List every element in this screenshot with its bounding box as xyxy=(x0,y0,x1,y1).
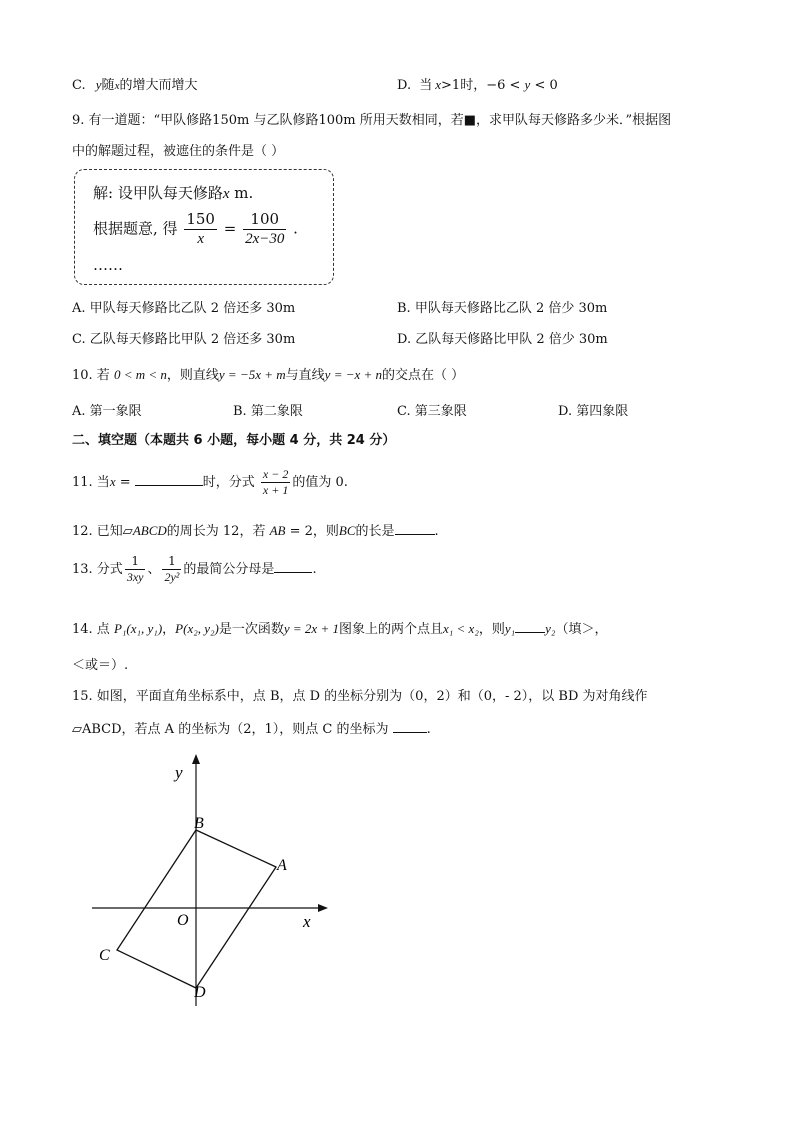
q15-stem-line1: 15. 如图，平面直角坐标系中，点 B，点 D 的坐标分别为（0，2）和（0，- 2），以 BD 为对角线作 xyxy=(72,689,648,704)
q9-stem-line2: 中的解题过程，被遮住的条件是（ ） xyxy=(72,144,285,159)
q10-stem: 10. 若 0 < m < n，则直线y = −5x + m与直线y = −x + n的交点在（ ） xyxy=(72,367,465,383)
q10-option-b: B. 第二象限 xyxy=(233,404,303,419)
q9-option-a: A. 甲队每天修路比乙队 2 倍还多 30m xyxy=(72,301,296,316)
label-d: D xyxy=(194,984,206,1001)
q8-option-c: C. y随x的增大而增大 xyxy=(72,77,198,93)
q15-answer-blank[interactable] xyxy=(393,720,427,733)
q9-option-b: B. 甲队每天修路比乙队 2 倍少 30m xyxy=(397,301,608,316)
q13-stem: 13. 分式 $\frac{1}{3xy}$ 、 $\frac{1}{\text{2y²}}$ 的最简公分母是 . xyxy=(72,554,317,584)
q9-option-d: D. 乙队每天修路比甲队 2 倍少 30m xyxy=(397,332,608,347)
q14-stem-line2: ＜或＝）. xyxy=(72,658,129,673)
section-title-fill-in: 二、填空题（本题共 6 小题，每小题 4 分，共 24 分） xyxy=(72,433,396,448)
box-line-3: …… xyxy=(93,256,123,274)
q12-answer-blank[interactable] xyxy=(395,522,435,535)
q10-option-a: A. 第一象限 xyxy=(72,404,142,419)
x-axis-arrow xyxy=(318,904,328,912)
box-fraction-2: $\frac{100}{2x-30}$ xyxy=(245,210,285,247)
label-c: C xyxy=(99,947,110,964)
q14-answer-blank[interactable] xyxy=(515,620,545,633)
box-fraction-1: $\frac{150}{x}$ xyxy=(186,210,215,247)
q11-stem: 11. 当x = 时，分式 $\frac{x - 2}{x + 1}$ 的值为 0. xyxy=(72,467,348,497)
q11-answer-blank[interactable] xyxy=(135,473,203,486)
q9-option-c: C. 乙队每天修路比甲队 2 倍还多 30m xyxy=(72,332,296,347)
q10-option-d: D. 第四象限 xyxy=(558,404,629,419)
q14-stem-line1: 14. 点 P₁(x₁, y₁)，P(x₂, y₂)是一次函数y = 2x + 1图象上的两个点且x₁ < x₂，则y₁ y₂（填＞， xyxy=(72,621,608,637)
q11-fraction: $\frac{x - 2}{x + 1}$ xyxy=(262,467,289,497)
label-b: B xyxy=(194,815,204,832)
q9-solution-box xyxy=(74,169,334,285)
q13-fraction-1: $\frac{1}{3xy}$ xyxy=(126,554,144,584)
q12-stem: 12. 已知▱ABCD的周长为 12，若 AB = 2，则BC的长是 . xyxy=(72,523,439,539)
label-a: A xyxy=(277,857,287,874)
q9-stem-line1: 9. 有一道题：“甲队修路150m 与乙队修路100m 所用天数相同，若■，求甲队每天修路多少米．”根据图 xyxy=(72,113,672,128)
q10-option-c: C. 第三象限 xyxy=(397,404,467,419)
q8-option-d: D. 当 x>1时，−6 < y < 0 xyxy=(397,77,558,93)
label-y: y xyxy=(175,763,183,782)
y-axis-arrow xyxy=(192,754,200,764)
box-line-1: 解: 设甲队每天修路x m. xyxy=(93,184,254,202)
box-line-2: 根据题意, 得 $\frac{150}{x}$ = $\frac{100}{2x-30}$ . xyxy=(93,210,298,247)
label-origin: O xyxy=(177,912,189,929)
q15-coordinate-figure xyxy=(80,750,340,1010)
label-x: x xyxy=(303,912,311,931)
q13-answer-blank[interactable] xyxy=(274,560,312,573)
q13-fraction-2: $\frac{1}{\text{2y²}}$ xyxy=(164,554,180,584)
q15-stem-line2: ▱ABCD，若点 A 的坐标为（2，1），则点 C 的坐标为 . xyxy=(72,722,431,737)
